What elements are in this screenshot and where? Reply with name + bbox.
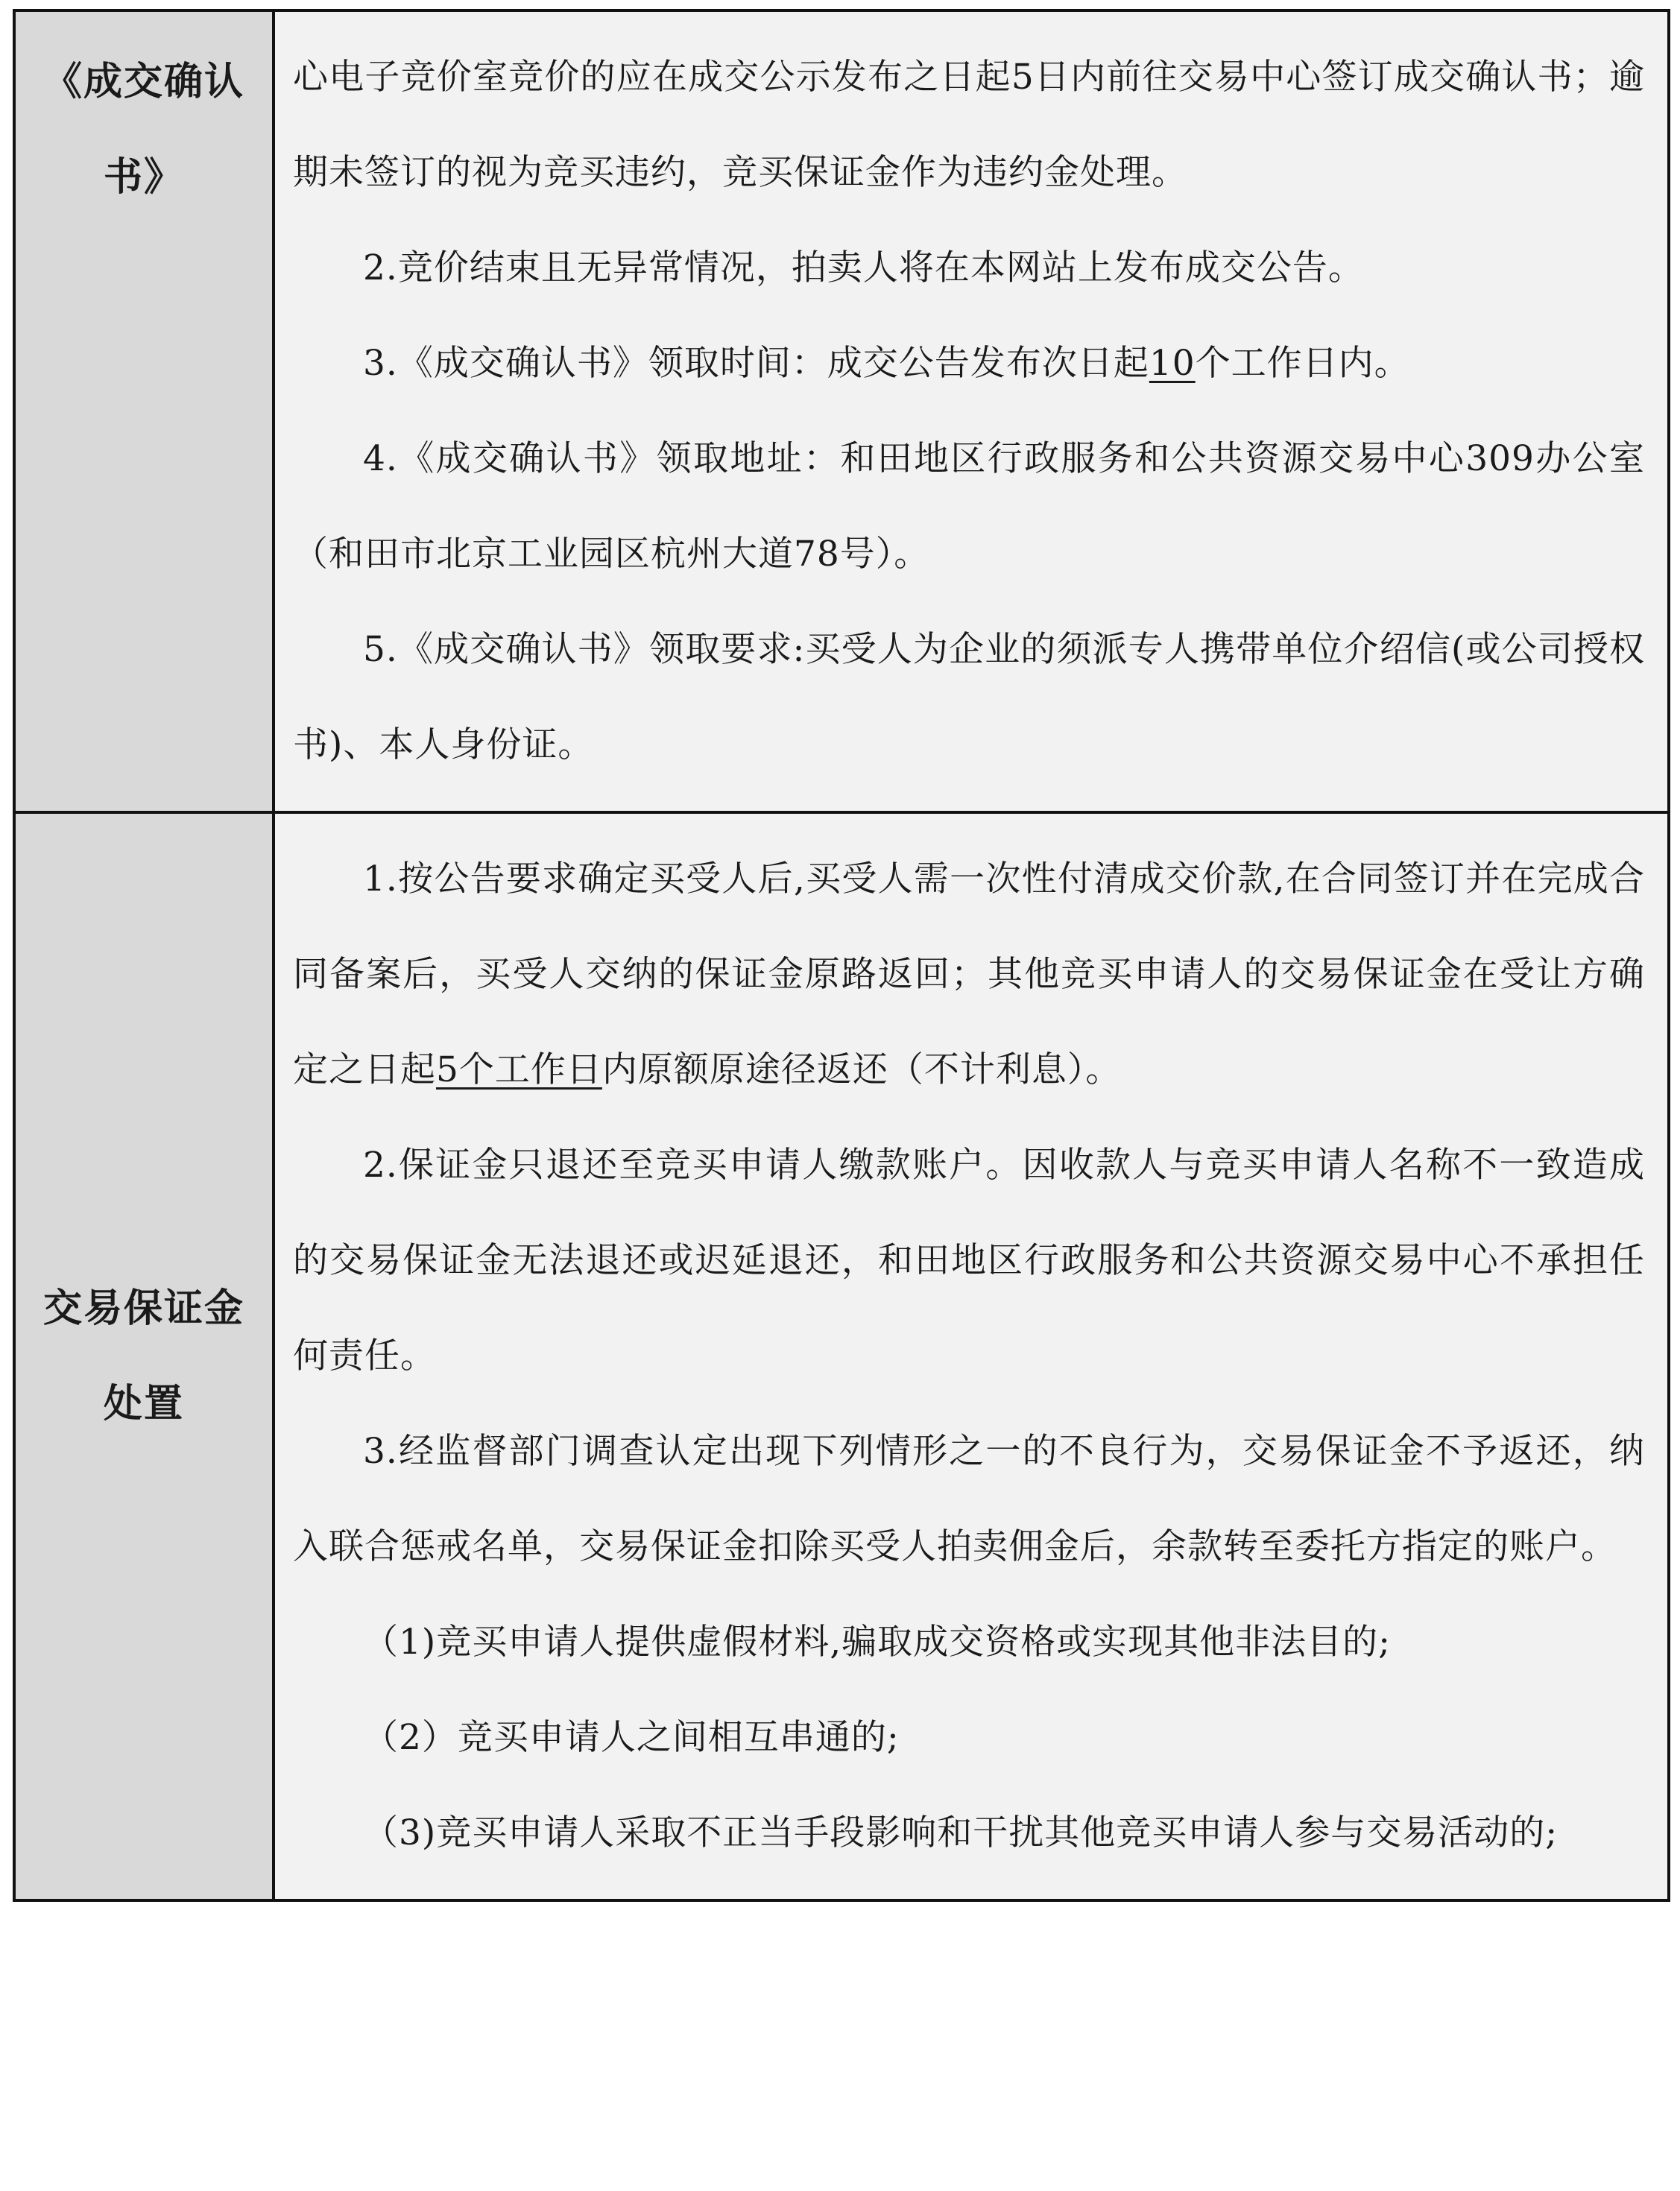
table-row [14,812,1669,1900]
underlined-days: 5个工作日 [436,1049,602,1090]
paragraph [293,316,1645,411]
row-content-cell [274,10,1669,812]
paragraph [293,832,1645,1118]
paragraph: 5.《成交确认书》领取要求:买受人为企业的须派专人携带单位介绍信(或公司授权书)、本人身份证。 [293,629,1645,765]
table-row [14,10,1669,812]
document-table [13,9,1670,1902]
paragraph: 4.《成交确认书》领取地址：和田地区行政服务和公共资源交易中心309办公室（和田市北京工业园区杭州大道78号）。 [293,438,1645,575]
paragraph-text: 3.《成交确认书》领取时间：成交公告发布次日起 [363,343,1149,384]
row-label-line: 交易保证金 [42,1286,244,1331]
paragraph-text: 内原额原途径返还（不计利息）。 [601,1049,1122,1090]
row-label-line: 《成交确认 [42,60,244,104]
row-label-cell [14,812,274,1900]
row-label-line: 书》 [103,155,184,200]
paragraph-text: 个工作日内。 [1195,343,1410,384]
paragraph: 2.竞价结束且无异常情况，拍卖人将在本网站上发布成交公告。 [363,247,1364,288]
row-content-cell [274,812,1669,1900]
paragraph: （2）竞买申请人之间相互串通的; [363,1717,900,1758]
paragraph: 2.保证金只退还至竞买申请人缴款账户。因收款人与竞买申请人名称不一致造成的交易保证金无法退还或迟延退还，和田地区行政服务和公共资源交易中心不承担任何责任。 [293,1145,1645,1376]
row-label-line: 处置 [103,1382,184,1426]
row-label-cell [14,10,274,812]
paragraph: 心电子竞价室竞价的应在成交公示发布之日起5日内前往交易中心签订成交确认书；逾期未签订的视为竞买违约，竞买保证金作为违约金处理。 [293,57,1645,193]
underlined-days: 10 [1149,343,1196,384]
paragraph: （1)竞买申请人提供虚假材料,骗取成交资格或实现其他非法目的; [363,1622,1392,1663]
paragraph: 3.经监督部门调查认定出现下列情形之一的不良行为，交易保证金不予返还，纳入联合惩戒名单，交易保证金扣除买受人拍卖佣金后，余款转至委托方指定的账户。 [293,1431,1645,1567]
paragraph-text: 1.按公告要求确定买受人后,买受人需一次性付清成交价款,在合同签订并在完成合同备案后，买受人交纳的保证金原路返回；其他竞买申请人的交易保证金在受让方确定之日起 [293,859,1645,1090]
paragraph: （3)竞买申请人采取不正当手段影响和干扰其他竞买申请人参与交易活动的; [363,1812,1559,1853]
